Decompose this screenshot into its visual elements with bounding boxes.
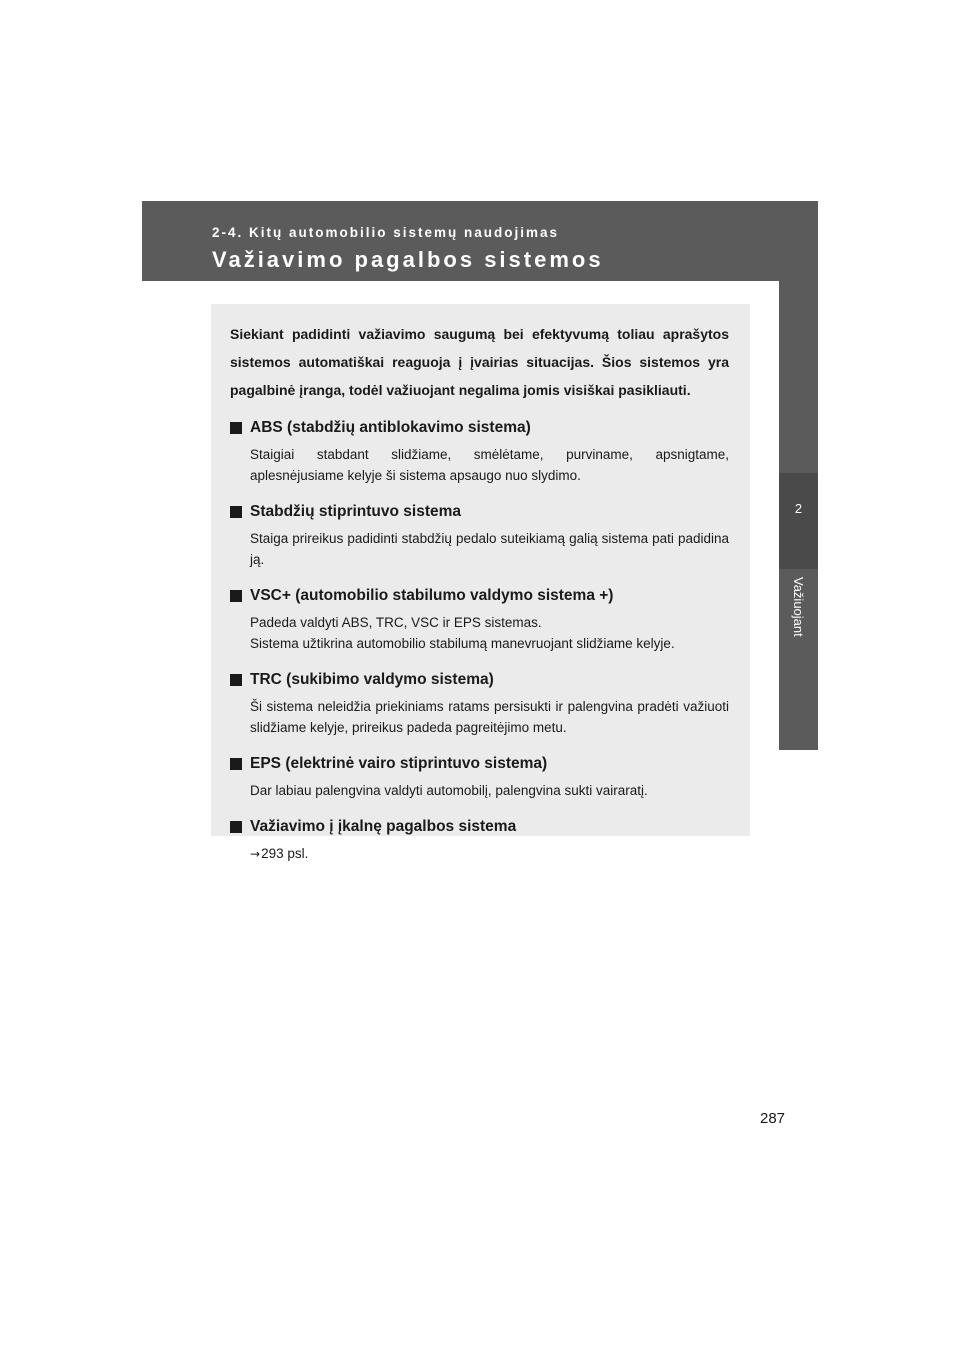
square-bullet-icon <box>230 422 242 434</box>
chapter-label: Važiuojant <box>791 577 806 637</box>
item-heading-text: VSC+ (automobilio stabilumo valdymo sistema +) <box>250 587 614 604</box>
item-description <box>230 612 729 654</box>
arrow-right-icon: → <box>250 847 261 861</box>
item-description <box>230 696 729 738</box>
list-item <box>230 584 729 654</box>
section-label: 2-4. Kitų automobilio sistemų naudojimas <box>212 225 560 240</box>
section-header-band <box>142 201 818 281</box>
square-bullet-icon <box>230 506 242 518</box>
item-description-line: Padeda valdyti ABS, TRC, VSC ir EPS sistemas. <box>250 615 542 630</box>
chapter-number-tab[interactable]: 2 <box>779 473 818 569</box>
square-bullet-icon <box>230 821 242 833</box>
chapter-label-tab[interactable] <box>779 569 818 750</box>
item-description <box>230 444 729 486</box>
list-item <box>230 416 729 486</box>
square-bullet-icon <box>230 674 242 686</box>
list-item <box>230 752 729 801</box>
item-description <box>230 780 729 801</box>
page-reference-text: 293 psl. <box>261 846 309 861</box>
list-item <box>230 668 729 738</box>
item-heading-text: TRC (sukibimo valdymo sistema) <box>250 671 494 688</box>
item-description-line: Staigiai stabdant slidžiame, smėlėtame, purviname, apsnigtame, aplesnėjusiame kelyje ši sistema apsaugo nuo slydimo. <box>250 447 729 483</box>
item-heading-text: ABS (stabdžių antiblokavimo sistema) <box>250 419 531 436</box>
item-heading <box>230 584 729 608</box>
item-description <box>230 528 729 570</box>
item-heading <box>230 815 729 839</box>
list-item <box>230 500 729 570</box>
square-bullet-icon <box>230 590 242 602</box>
item-heading <box>230 752 729 776</box>
intro-paragraph: Siekiant padidinti važiavimo saugumą bei efektyvumą toliau aprašytos sistemos automatiškai reaguoja į įvairias situacijas. Šios sistemos yra pagalbinė įranga, todėl važiuojant negalima jomis visiškai pasikliauti. <box>230 326 729 398</box>
side-tab-spacer <box>779 281 818 473</box>
item-heading-text: Važiavimo į įkalnę pagalbos sistema <box>250 818 517 835</box>
page-title: Važiavimo pagalbos sistemos <box>212 247 604 272</box>
item-heading <box>230 416 729 440</box>
item-description-line: Sistema užtikrina automobilio stabilumą manevruojant slidžiame kelyje. <box>250 636 675 651</box>
item-heading <box>230 668 729 692</box>
list-item <box>230 815 729 865</box>
item-description-line: Ši sistema neleidžia priekiniams ratams persisukti ir palengvina pradėti važiuoti slidžiame kelyje, prireikus padeda pagreitėjimo metu. <box>250 699 729 735</box>
content-box <box>211 304 750 861</box>
page-number: 287 <box>760 1110 786 1127</box>
page-reference-link[interactable] <box>250 846 308 861</box>
item-description-line: Dar labiau palengvina valdyti automobilį, palengvina sukti vairaratį. <box>250 783 648 798</box>
square-bullet-icon <box>230 758 242 770</box>
item-heading-text: Stabdžių stiprintuvo sistema <box>250 503 462 520</box>
item-description-line: Staiga prireikus padidinti stabdžių pedalo suteikiamą galią sistema pati padidina ją. <box>250 531 729 567</box>
item-description <box>230 843 729 865</box>
item-heading <box>230 500 729 524</box>
item-heading-text: EPS (elektrinė vairo stiprintuvo sistema) <box>250 755 548 772</box>
